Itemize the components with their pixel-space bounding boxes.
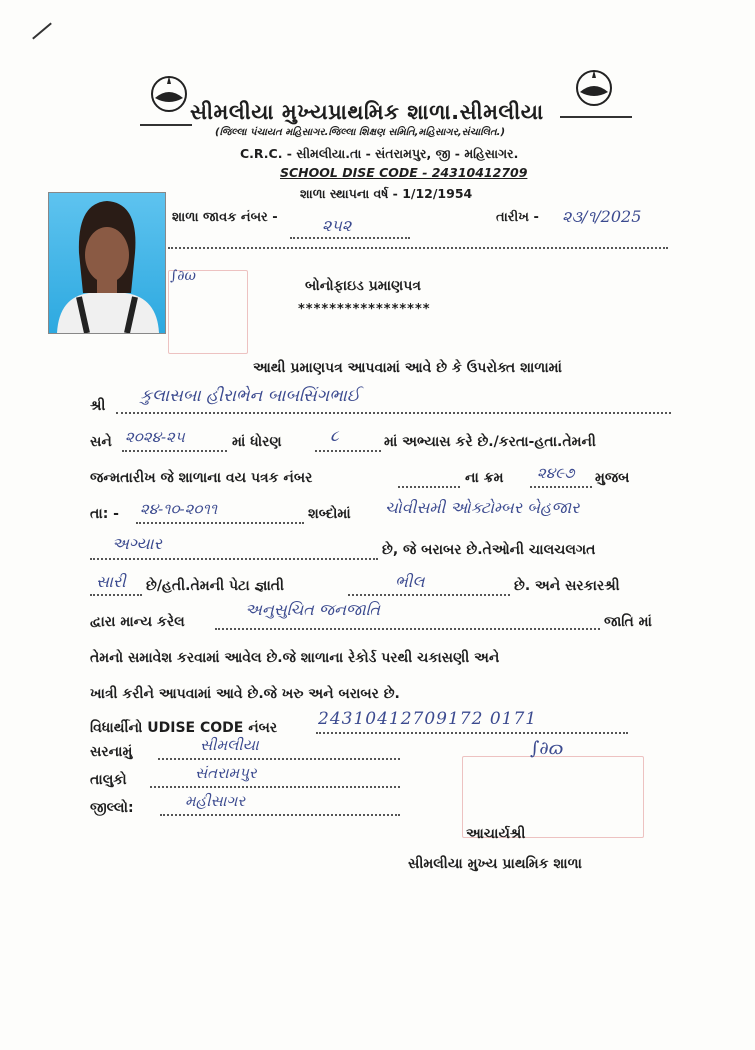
register-number-label: ના ક્રમ (465, 470, 504, 486)
year-value: ૨૦૨૪-૨૫ (125, 428, 185, 446)
photo-signature-icon: ∫∂ω (170, 268, 196, 284)
record-line: તેમનો સમાવેશ કરવામાં આવેલ છે.જે શાળાના રેકોર્ડ પરથી ચકાસણી અને (90, 650, 500, 666)
and-govt-text: છે. અને સરકારશ્રી (514, 578, 620, 594)
heading-stars: ***************** (298, 302, 431, 317)
header-rule-left (140, 124, 192, 126)
as-per-text: મુજબ (595, 470, 630, 486)
school-logo-right-icon (570, 66, 618, 108)
student-photo (48, 192, 166, 334)
std-value: ૮ (330, 426, 339, 445)
in-words-label: શબ્દોમાં (308, 506, 351, 522)
dob-register-text: જન્મતારીખ જે શાળાના વય પત્રક નંબર (90, 470, 313, 486)
established-year: શાળા સ્થાપના વર્ષ - 1/12/1954 (300, 186, 473, 201)
recognised-label: દ્વારા માન્ય કરેલ (90, 614, 185, 630)
school-sub-line: (જિલ્લા પંચાયત મહિસાગર.જિલ્લા શિક્ષણ સમિતિ,મહિસાગર,સંચાલિત.) (215, 127, 506, 138)
study-text: માં અભ્યાસ કરે છે./કરતા-હતા.તેમની (384, 434, 596, 450)
std-label: માં ધોરણ (232, 434, 282, 450)
outward-label: શાળા જાવક નંબર - (172, 210, 278, 225)
district-value: મહીસાગર (185, 792, 246, 810)
certificate-heading: બોનોફાઇડ પ્રમાણપત્ર (305, 278, 421, 294)
principal-label: આચાર્યશ્રી (466, 826, 526, 842)
date-prefix: તા: - (90, 506, 119, 522)
taluka-label: તાલુકો (90, 772, 127, 788)
verify-line: ખાત્રી કરીને આપવામાં આવે છે.જે ખરુ અને બરાબર છે. (90, 686, 400, 702)
intro-line: આથી પ્રમાણપત્ર આપવામાં આવે છે કે ઉપરોક્ત શાળામાં (253, 360, 562, 376)
dise-code: SCHOOL DISE CODE - 24310412709 (280, 165, 528, 180)
udise-value: 24310412709172 0171 (318, 709, 538, 729)
corner-mark (32, 23, 52, 40)
header-rule-right (560, 116, 632, 118)
principal-signature-icon: ∫∂ɷ (530, 738, 564, 759)
school-footer: સીમલીયા મુખ્ય પ્રાથમિક શાળા (408, 856, 582, 872)
udise-label: વિધાર્થીનો UDISE CODE નંબર (90, 720, 278, 736)
shri-label: શ્રી (90, 398, 106, 414)
dob-words-1: ચોવીસમી ઓક્ટોમ્બર બેહજાર (385, 498, 580, 517)
student-portrait-icon (49, 193, 165, 333)
correct-text: છે, જે બરાબર છે.તેઓની ચાલચલગત (382, 542, 596, 558)
register-number: ૨૪૯૭ (537, 464, 575, 482)
year-label: સને (90, 434, 112, 450)
date-value: ૨૩/૧/2025 (562, 207, 642, 226)
outward-number: ૨૫૨ (322, 216, 352, 235)
conduct-value: સારી (96, 572, 126, 591)
caste-in-text: જાતિ માં (604, 614, 652, 630)
dob-words-2: અગ્યાર (112, 534, 162, 553)
taluka-value: સંતરામપુર (195, 764, 257, 782)
address-label: સરનામું (90, 744, 133, 760)
date-label: તારીખ - (496, 210, 539, 225)
school-logo-left-icon (145, 72, 193, 114)
address-value: સીમલીયા (200, 736, 259, 754)
district-label: જીલ્લો: (90, 800, 134, 816)
subcaste-value: ભીલ (395, 572, 425, 591)
school-name: સીમલીયા મુખ્યપ્રાથમિક શાળા.સીમલીયા (190, 100, 544, 124)
student-name: કુલાસબા હીરાભેન બાબસિંગભાઈ (140, 386, 360, 406)
crc-line: C.R.C. - સીમલીયા.તા - સંતરામપુર, જી - મહિસાગર. (240, 146, 519, 161)
subcaste-text: છે/હતી.તેમની પેટા જ્ઞાતી (146, 578, 285, 594)
dob-value: ૨૪-૧૦-૨૦૧૧ (140, 500, 218, 518)
caste-category: અનુસુચિત જનજાતિ (245, 600, 380, 619)
